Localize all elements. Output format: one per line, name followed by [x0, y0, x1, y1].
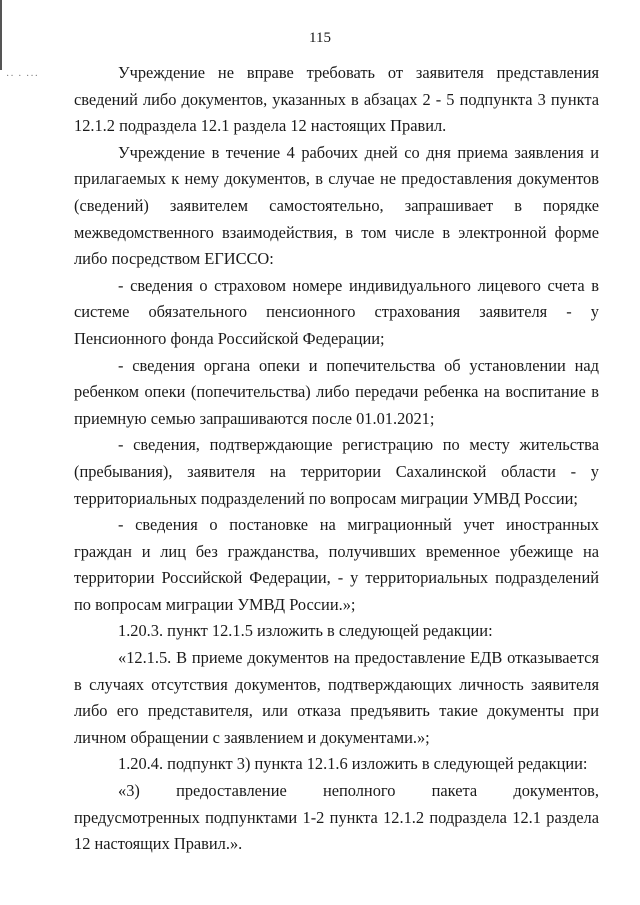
paragraph-clause-12-1-5: «12.1.5. В приеме документов на предоставление ЕДВ отказывается в случаях отсутствия документов, подтверждающих личность заявителя либо его представителя, или отказа предъявить такие документы при личном обращении с заявлением и документами.»; [74, 648, 599, 747]
paragraph-interagency-request: Учреждение в течение 4 рабочих дней со дня приема заявления и прилагаемых к нему документов, в случае не предоставления документов (сведений) заявителем самостоятельно, запрашивает в порядке межведомственного взаимодействия, в том числе в электронной форме либо посредством ЕГИССО: [74, 142, 599, 269]
paragraph-restriction: Учреждение не вправе требовать от заявителя представления сведений либо документов, указанных в абзацах 2 - 5 подпункта 3 пункта 12.1.2 подраздела 12.1 раздела 12 настоящих Правил. [74, 63, 599, 136]
paragraph-subclause-3: «3) предоставление неполного пакета документов, предусмотренных подпунктами 1-2 пункта 12.1.2 подраздела 12.1 раздела 12 настоящих Правил.». [74, 781, 599, 854]
list-item-guardianship: - сведения органа опеки и попечительства об установлении над ребенком опеки (попечительства) либо передачи ребенка на воспитание в приемную семью запрашиваются после 01.01.2021; [74, 355, 599, 428]
paragraph-amendment-1-20-3: 1.20.3. пункт 12.1.5 изложить в следующей редакции: [118, 621, 493, 641]
paragraph-amendment-1-20-4: 1.20.4. подпункт 3) пункта 12.1.6 изложить в следующей редакции: [118, 754, 588, 774]
list-item-registration: - сведения, подтверждающие регистрацию по месту жительства (пребывания), заявителя на территории Сахалинской области - у территориальных подразделений по вопросам миграции УМВД России; [74, 435, 599, 508]
document-body [74, 60, 599, 858]
scan-dots: ·· · ··· [6, 71, 39, 82]
list-item-migration: - сведения о постановке на миграционный учет иностранных граждан и лиц без гражданства, получивших временное убежище на территории Российской Федерации, - у территориальных подразделений по вопросам миграции УМВД России.»; [74, 515, 599, 614]
list-item-pension-fund: - сведения о страховом номере индивидуального лицевого счета в системе обязательного пенсионного страхования заявителя - у Пенсионного фонда Российской Федерации; [74, 275, 599, 348]
page-number: 115 [309, 30, 331, 46]
